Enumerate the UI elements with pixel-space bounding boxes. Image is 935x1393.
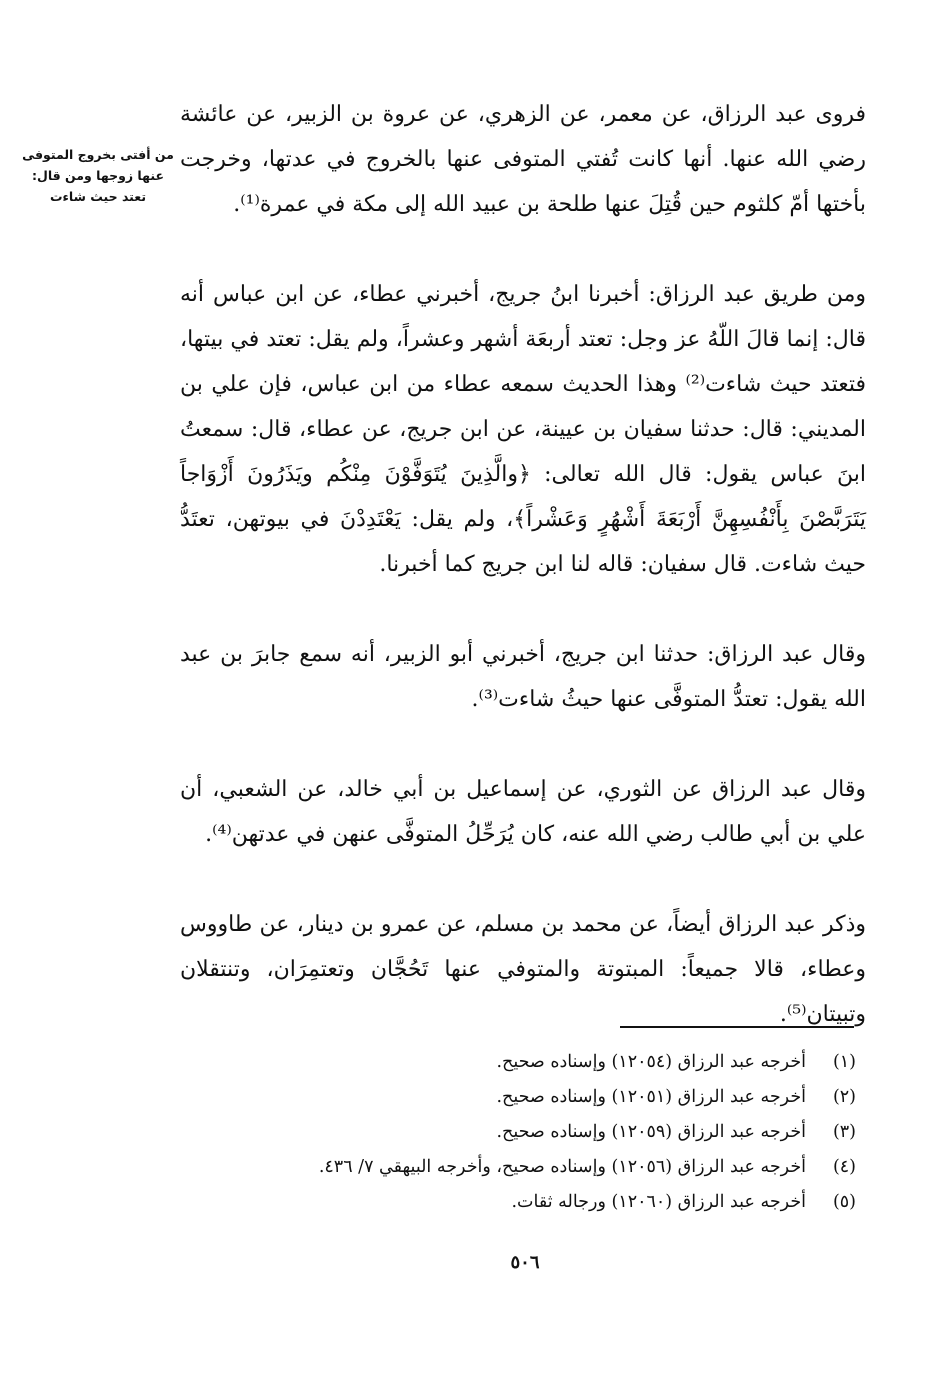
- footnote-text: أخرجه عبد الرزاق (١٢٠٥٦) وإسناده صحيح، وأخرجه البيهقي ٧/ ٤٣٦.: [318, 1157, 806, 1177]
- footnote-number: (٣): [832, 1122, 856, 1142]
- margin-heading: [22, 144, 174, 207]
- footnote-4: [180, 1150, 856, 1185]
- footnote-number: (٢): [832, 1087, 856, 1107]
- footnote-number: (٤): [832, 1157, 856, 1177]
- footnote-2: [180, 1080, 856, 1115]
- paragraph-3: وقال عبد الرزاق: حدثنا ابن جريج، أخبرني أبو الزبير، أنه سمع جابرَ بن عبد الله يقول: تعتدُّ المتوفَّى عنها حيثُ شاءت⁽³⁾.: [180, 642, 866, 712]
- margin-heading-line-1: من أفتى بخروج المتوفى: [22, 147, 174, 162]
- paragraph-4: وقال عبد الرزاق عن الثوري، عن إسماعيل بن أبي خالد، عن الشعبي، أن علي بن أبي طالب رضي الله عنه، كان يُرَحِّلُ المتوفَّى عنهن في عدتهن⁽⁴⁾.: [180, 777, 866, 847]
- paragraph-5: وذكر عبد الرزاق أيضاً، عن محمد بن مسلم، عن عمرو بن دينار، عن طاووس وعطاء، قالا جميعاً: المبتوتة والمتوفي عنها تَحُجَّان وتعتمِرَان، وتنتقلان وتبيتان⁽⁵⁾.: [180, 912, 866, 1027]
- page-number: ٥٠٦: [510, 1252, 540, 1273]
- footnote-text: أخرجه عبد الرزاق (١٢٠٥١) وإسناده صحيح.: [496, 1087, 806, 1107]
- footnote-number: (٥): [832, 1192, 856, 1212]
- margin-heading-line-2: عنها زوجها ومن قال:: [31, 168, 165, 183]
- main-text: [180, 92, 866, 1037]
- footnote-number: (١): [832, 1052, 856, 1072]
- footnote-text: أخرجه عبد الرزاق (١٢٠٥٤) وإسناده صحيح.: [496, 1052, 806, 1072]
- footnote-text: أخرجه عبد الرزاق (١٢٠٦٠) ورجاله ثقات.: [511, 1192, 806, 1212]
- footnote-3: [180, 1115, 856, 1150]
- footnotes: [180, 1045, 856, 1220]
- footnote-5: [180, 1185, 856, 1220]
- paragraph-1: فروى عبد الرزاق، عن معمر، عن الزهري، عن عروة بن الزبير، عن عائشة رضي الله عنها. أنها كانت تُفتي المتوفى عنها بالخروج في عدتها، وخرجت بأختها أمّ كلثوم حين قُتِلَ عنها طلحة بن عبيد الله إلى مكة في عمرة⁽¹⁾.: [180, 102, 866, 217]
- footnote-text: أخرجه عبد الرزاق (١٢٠٥٩) وإسناده صحيح.: [496, 1122, 806, 1142]
- paragraph-2: ومن طريق عبد الرزاق: أخبرنا ابنُ جريج، أخبرني عطاء، عن ابن عباس أنه قال: إنما قالَ اللّهُ عز وجل: تعتد أربعَة أشهر وعشراً، ولم يقل: تعتد في بيتها، فتعتد حيث شاءت⁽²⁾ وهذا الحديث سمعه عطاء من ابن عباس، فإن علي بن المديني: قال: حدثنا سفيان بن عيينة، عن ابن جريج، عن عطاء، قال: سمعتُ ابنَ عباس يقول: قال الله تعالى: ﴿والَّذِينَ يُتَوَفَّوْنَ مِنْكُم ويَذَرُونَ أَزْوَاجاً يَتَرَبَّصْنَ بِأَنْفُسِهِنَّ أَرْبَعَةَ أَشْهُرٍ وَعَشْراً﴾، ولم يقل: يَعْتَدِدْنَ في بيوتهن، تعتَدُّ حيث شاءت. قال سفيان: قاله لنا ابن جريج كما أخبرنا.: [180, 282, 866, 577]
- margin-heading-line-3: تعتد حيث شاءت: [49, 189, 147, 204]
- footnote-divider: [620, 1026, 854, 1028]
- footnote-1: [180, 1045, 856, 1080]
